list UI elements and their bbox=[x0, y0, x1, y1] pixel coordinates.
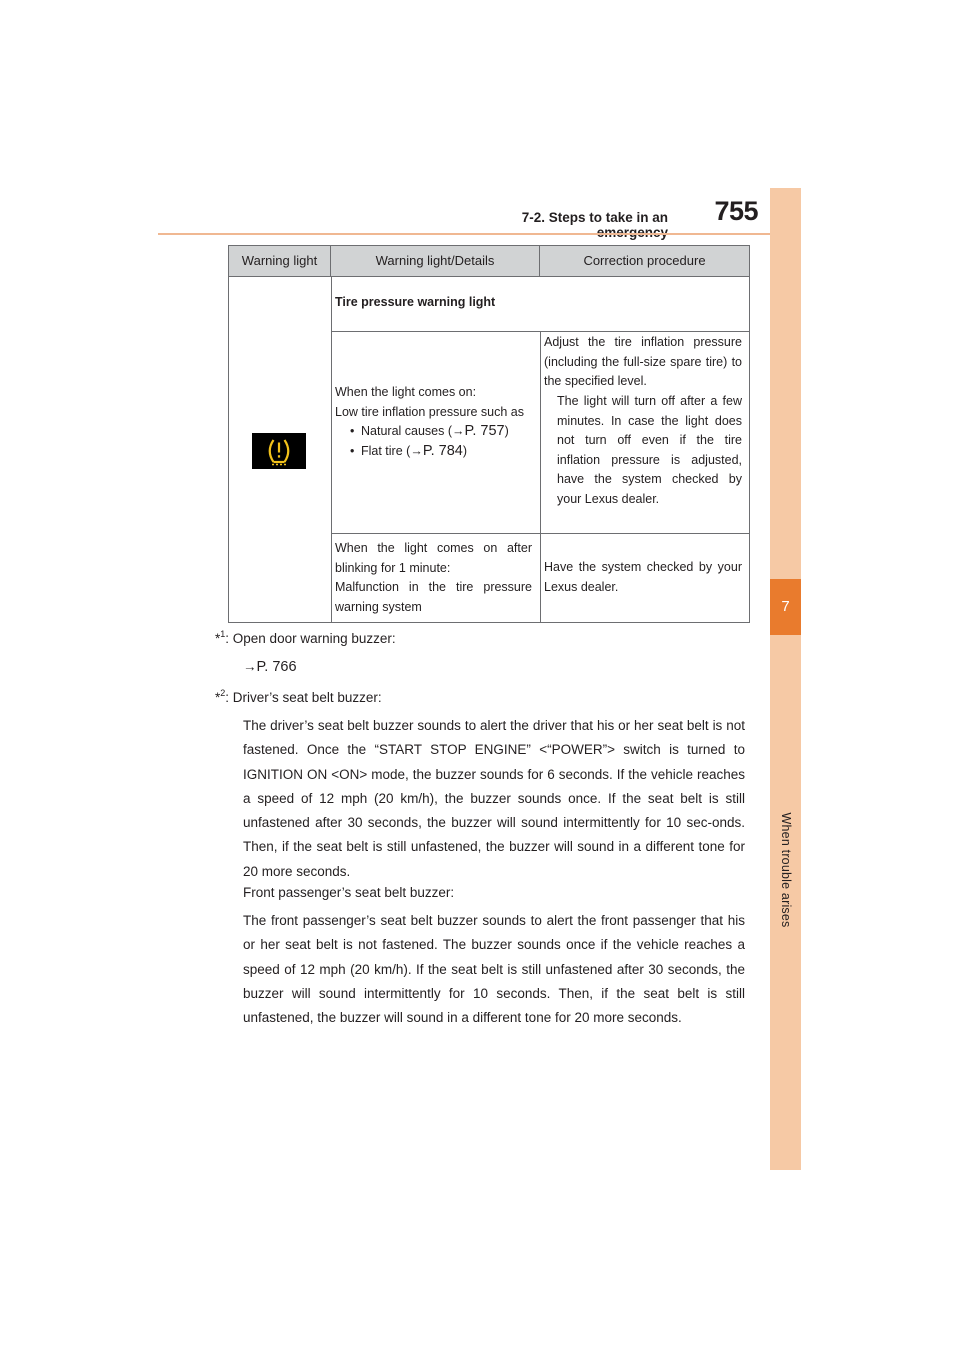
footnote-1-reference bbox=[243, 659, 297, 675]
header-rule bbox=[158, 233, 801, 235]
details-line: Low tire inflation pressure such as bbox=[335, 404, 524, 419]
table-divider bbox=[540, 331, 541, 622]
table-divider bbox=[331, 277, 332, 622]
asterisk: * bbox=[215, 631, 221, 646]
driver-belt-paragraph: The driver’s seat belt buzzer sounds to alert the driver that his or her seat belt is not fastened. Once the “START STOP ENGINE” <“POWER”> switch is turned to IGNITION ON <ON> mode, the buzzer sounds for 6 seconds. If the vehicle reaches a speed of 12 mph (20 km/h), the buzzer sounds once. If the seat belt is still unfastened after 30 seconds, the buzzer will sound intermittently for 10 sec-onds. Then, if the seat belt is still unfastened, the buzzer will sound in a different tone for 20 more seconds. bbox=[243, 718, 745, 879]
light-title: Tire pressure warning light bbox=[335, 295, 496, 309]
section-title: 7-2. Steps to take in an bbox=[521, 210, 668, 225]
table-divider bbox=[331, 331, 749, 332]
arrow-glyph: → bbox=[410, 443, 423, 458]
details-line: Malfunction in the tire pressure warning system bbox=[335, 580, 532, 614]
chapter-number: 7 bbox=[770, 579, 801, 635]
table-divider bbox=[331, 533, 749, 534]
col-header-correction: Correction procedure bbox=[540, 246, 749, 277]
page-reference: P. 757 bbox=[464, 423, 505, 439]
col-header-warning-light: Warning light bbox=[229, 246, 331, 277]
bullet-text: Flat tire ( bbox=[361, 443, 411, 458]
row2-correction: Have the system checked by your Lexus dealer. bbox=[544, 560, 742, 594]
footnote-number: 2 bbox=[220, 688, 226, 698]
page-reference: P. 784 bbox=[422, 442, 463, 459]
chapter-side-tab bbox=[770, 188, 801, 1170]
details-line: When the light comes on after blinking for 1 minute: bbox=[335, 541, 532, 575]
passenger-belt-title: Front passenger’s seat belt buzzer: bbox=[243, 885, 455, 900]
tire-pressure-glyph bbox=[252, 433, 306, 469]
bullet-text: Natural causes ( bbox=[361, 424, 453, 438]
footnote-title: : Driver’s seat belt buzzer: bbox=[225, 690, 382, 705]
col-header-details: Warning light/Details bbox=[331, 246, 540, 277]
row1-correction: Adjust the tire inflation pressure (including the full-size spare tire) to the specified level. bbox=[544, 335, 742, 388]
bullet-item bbox=[345, 422, 532, 442]
asterisk: * bbox=[215, 690, 221, 705]
tire-pressure-warning-icon bbox=[252, 433, 306, 469]
row2-details bbox=[335, 539, 532, 617]
footnote-title: : Open door warning buzzer: bbox=[225, 631, 396, 646]
bullet-item bbox=[345, 442, 532, 462]
chapter-title: When trouble arises bbox=[779, 812, 793, 928]
footnote-2-label bbox=[215, 688, 382, 705]
page-number: 755 bbox=[714, 196, 758, 226]
row1-details bbox=[335, 383, 532, 461]
page-reference: P. 766 bbox=[256, 659, 297, 675]
bullet-close: ) bbox=[462, 443, 468, 458]
arrow-glyph: → bbox=[243, 659, 257, 674]
passenger-belt-paragraph: The front passenger’s seat belt buzzer sounds to alert the front passenger that his or her seat belt is not fastened. The buzzer sounds once if the vehicle reaches a speed of 12 mph (20 km/h). If the seat belt is still unfastened after 30 seconds, the buzzer will sound intermittently for 10 seconds. Then, if the seat belt is still unfastened, the buzzer will sound in a different tone for 20 more seconds. bbox=[243, 913, 745, 1026]
footnote-number: 1 bbox=[220, 629, 226, 639]
bullet-close: ) bbox=[504, 424, 509, 438]
arrow-glyph: → bbox=[452, 424, 465, 438]
row1-correction-note: The light will turn off after a few minutes. In case the light does not turn off even if the tire inflation pressure is adjusted, have the system checked by your Lexus dealer. bbox=[557, 394, 742, 506]
details-line: When the light comes on: bbox=[335, 385, 477, 399]
footnote-1-label bbox=[215, 629, 396, 646]
